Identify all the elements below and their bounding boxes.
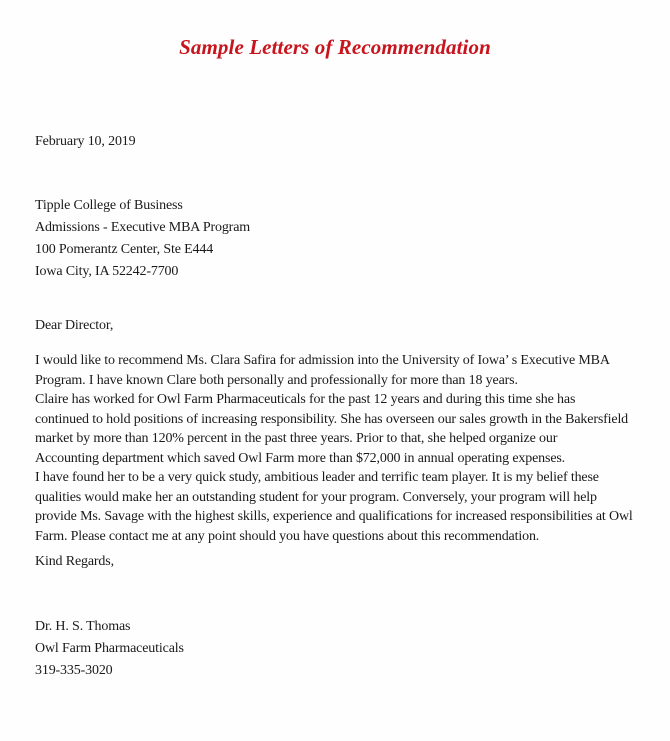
body-line: Accounting department which saved Owl Farm more than $72,000 in annual operating expenses. bbox=[35, 450, 566, 466]
signer-name: Dr. H. S. Thomas bbox=[35, 619, 131, 634]
signer-phone: 319-335-3020 bbox=[35, 663, 113, 678]
letter-date: February 10, 2019 bbox=[35, 134, 136, 149]
signer-company: Owl Farm Pharmaceuticals bbox=[35, 641, 184, 656]
document-title: Sample Letters of Recommendation bbox=[179, 35, 491, 59]
recipient-line-2: Admissions - Executive MBA Program bbox=[35, 220, 250, 235]
body-line: I would like to recommend Ms. Clara Safira for admission into the University of Iowa’ s Executive MBA bbox=[35, 353, 610, 368]
recipient-line-1: Tipple College of Business bbox=[35, 198, 183, 213]
body-line: provide Ms. Savage with the highest skills, experience and qualifications for increased responsibilities at Owl bbox=[35, 509, 633, 524]
body-line: continued to hold positions of increasing responsibility. She has overseen our sales growth in the Bakersfield bbox=[35, 411, 629, 427]
body-line: qualities would make her an outstanding student for your program. Conversely, your program will help bbox=[35, 489, 597, 505]
salutation: Dear Director, bbox=[35, 318, 114, 333]
recipient-line-4: Iowa City, IA 52242-7700 bbox=[35, 264, 179, 279]
recipient-line-3: 100 Pomerantz Center, Ste E444 bbox=[35, 242, 214, 257]
body-line: Claire has worked for Owl Farm Pharmaceuticals for the past 12 years and during this time she has bbox=[35, 392, 576, 407]
body-line: Farm. Please contact me at any point should you have questions about this recommendation. bbox=[35, 528, 540, 544]
body-line: Program. I have known Clare both personally and professionally for more than 18 years. bbox=[35, 372, 518, 388]
body-line: market by more than 120% percent in the past three years. Prior to that, she helped organize our bbox=[35, 431, 558, 446]
body-line: I have found her to be a very quick study, ambitious leader and terrific team player. It is my belief these bbox=[35, 470, 599, 485]
closing: Kind Regards, bbox=[35, 554, 114, 569]
